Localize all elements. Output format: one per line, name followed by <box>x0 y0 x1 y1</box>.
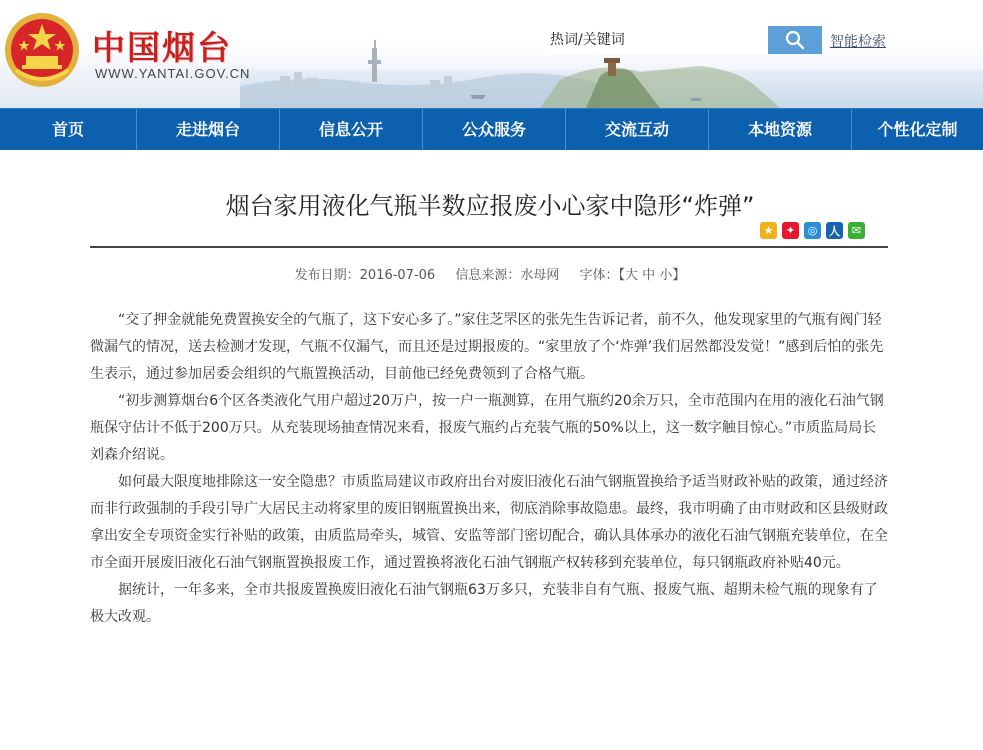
share-bar <box>760 222 865 239</box>
main-nav <box>0 108 983 150</box>
nav-item-about-yantai[interactable]: 走进烟台 <box>137 109 280 150</box>
article-paragraph: “初步测算烟台6个区各类液化气用户超过20万户，按一户一瓶测算，在用气瓶约20余万只，全市范围内在用的液化石油气钢瓶保守估计不低于200万只。从充装现场抽查情况来看，报废气瓶约占充装气瓶的50%以上，这一数字触目惊心。”市质监局局长刘森介绍说。 <box>90 393 884 463</box>
nav-item-local-resources[interactable]: 本地资源 <box>709 109 852 150</box>
search-input[interactable] <box>546 26 768 54</box>
site-url: WWW.YANTAI.GOV.CN <box>95 66 251 81</box>
nav-item-public-service[interactable]: 公众服务 <box>423 109 566 150</box>
article-paragraph: 据统计，一年多来，全市共报废置换废旧液化石油气钢瓶63万多只，充装非自有气瓶、报废气瓶、超期未检气瓶的现象有了极大改观。 <box>90 582 878 625</box>
search-button[interactable] <box>768 26 822 54</box>
article-source: 信息来源：水母网 <box>455 268 560 283</box>
font-size-label: 字体：【 <box>579 268 626 283</box>
nav-item-info-disclosure[interactable]: 信息公开 <box>280 109 423 150</box>
article-meta <box>90 264 890 283</box>
font-size-medium-link[interactable]: 中 <box>642 268 656 283</box>
search-icon <box>785 30 805 50</box>
font-size-large-link[interactable]: 大 <box>625 268 639 283</box>
wechat-icon[interactable]: ✉ <box>848 222 865 239</box>
nav-item-personalization[interactable]: 个性化定制 <box>877 120 958 139</box>
font-size-close: 】 <box>672 268 686 283</box>
qzone-icon[interactable]: ★ <box>760 222 777 239</box>
weibo-icon[interactable]: ✦ <box>782 222 799 239</box>
article-paragraph: 如何最大限度地排除这一安全隐患？市质监局建议市政府出台对废旧液化石油气钢瓶置换给予适当财政补贴的政策，通过经济而非行政强制的手段引导广大居民主动将家里的废旧钢瓶置换出来，彻底消除事故隐患。最终，我市明确了由市财政和区县级财政拿出安全专项资金实行补贴的政策，由质监局牵头，城管、安监等部门密切配合，确认具体承办的液化石油气钢瓶充装单位，在全市全面开展废旧液化石油气钢瓶置换报废工作，通过置换将液化石油气钢瓶产权转移到充装单位，每只钢瓶政府补贴40元。 <box>90 474 888 571</box>
tencent-weibo-icon[interactable]: ◎ <box>804 222 821 239</box>
font-size-selector <box>580 268 686 283</box>
article-paragraph: “交了押金就能免费置换安全的气瓶了，这下安心多了。”家住芝罘区的张先生告诉记者，前不久，他发现家里的气瓶有阀门轻微漏气的情况，送去检测才发现，气瓶不仅漏气，而且还是过期报废的。“家里放了个‘炸弹’我们居然都没发觉！”感到后怕的张先生表示，通过参加居委会组织的气瓶置换活动，目前他已经免费领到了合格气瓶。 <box>90 312 884 382</box>
site-header <box>0 0 983 108</box>
title-divider <box>90 246 888 248</box>
article-body <box>90 307 888 631</box>
font-size-small-link[interactable]: 小 <box>659 268 673 283</box>
advanced-search-link[interactable]: 智能检索 <box>830 34 886 50</box>
nav-item-home[interactable]: 首页 <box>0 109 137 150</box>
national-emblem-logo <box>2 10 82 90</box>
nav-item-interaction[interactable]: 交流互动 <box>566 109 709 150</box>
publish-date: 发布日期：2016-07-06 <box>294 268 436 283</box>
renren-icon[interactable]: 人 <box>826 222 843 239</box>
site-title: 中国烟台 <box>92 28 232 67</box>
article-title: 烟台家用液化气瓶半数应报废小心家中隐形“炸弹” <box>225 192 755 220</box>
